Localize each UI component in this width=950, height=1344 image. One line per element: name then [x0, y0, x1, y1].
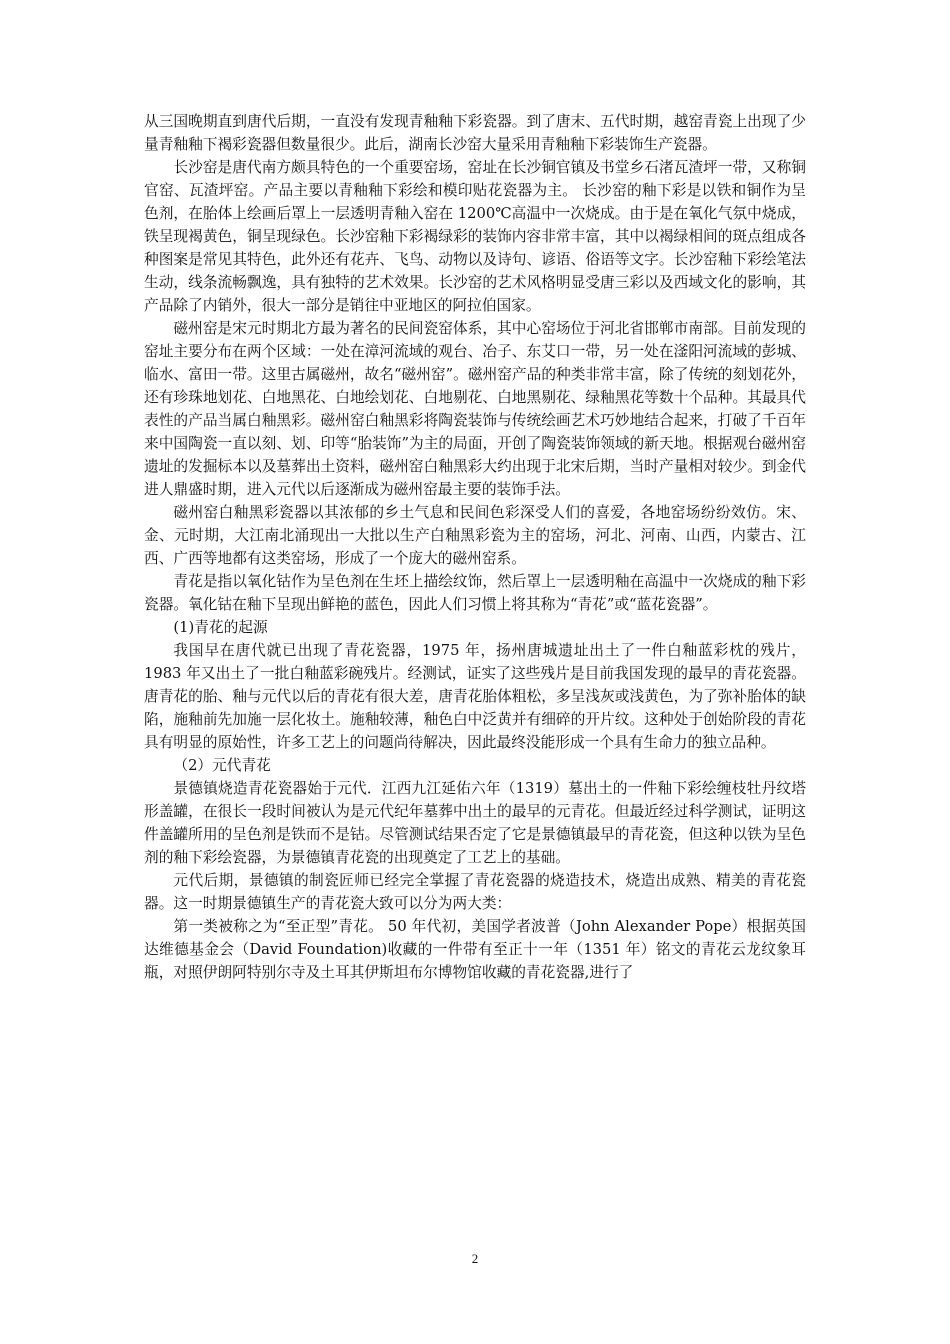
paragraph-tang-qinghua: 我国早在唐代就已出现了青花瓷器，1975 年，扬州唐城遗址出土了一件白釉蓝彩枕的残片，1983 年又出土了一批白釉蓝彩碗残片。经测试，证实了这些残片是目前我国发现的最早的青花瓷器。唐青花的胎、釉与元代以后的青花有很大差，唐青花胎体粗松，多呈浅灰或浅黄色，为了弥补胎体的缺陷，施釉前先加施一层化妆土。施釉较薄，釉色白中泛黄并有细碎的开片纹。这种处于创始阶段的青花具有明显的原始性，许多工艺上的问题尚待解决，因此最终没能形成一个具有生命力的独立品种。 [144, 642, 806, 751]
page-number: 2 [471, 1251, 479, 1266]
section-heading-yuan: （2）元代青花 [173, 757, 271, 774]
paragraph-qinghua-definition: 青花是指以氧化钴作为呈色剂在生坯上描绘纹饰，然后罩上一层透明釉在高温中一次烧成的釉下彩瓷器。氧化钴在釉下呈现出鲜艳的蓝色，因此人们习惯上将其称为“青花”或“蓝花瓷器”。 [144, 573, 806, 613]
paragraph-changsha-kiln: 长沙窑是唐代南方颇具特色的一个重要窑场，窑址在长沙铜官镇及书堂乡石渚瓦渣坪一带，又称铜官窑、瓦渣坪窑。产品主要以青釉釉下彩绘和模印贴花瓷器为主。 长沙窑的釉下彩是以铁和铜作为呈色剂，在胎体上绘画后罩上一层透明青釉入窑在 1200℃高温中一次烧成。由于是在氧化气氛中烧成，铁呈现褐黄色，铜呈现绿色。长沙窑釉下彩褐绿彩的装饰内容非常丰富，其中以褐绿相间的斑点组成各种图案是常见其特色，此外还有花卉、飞鸟、动物以及诗句、谚语、俗语等文字。长沙窑釉下彩绘笔法生动，线条流畅飘逸，具有独特的艺术效果。长沙窑的艺术风格明显受唐三彩以及西域文化的影响，其产品除了内销外，很大一部分是销往中亚地区的阿拉伯国家。 [144, 159, 806, 314]
paragraph-yuan-late: 元代后期，景德镇的制瓷匠师已经完全掌握了青花瓷器的烧造技术，烧造出成熟、精美的青花瓷器。这一时期景德镇生产的青花瓷大致可以分为两大类： [144, 872, 806, 912]
paragraph-cizhou-kiln: 磁州窑是宋元时期北方最为著名的民间瓷窑体系，其中心窑场位于河北省邯郸市南部。目前发现的窑址主要分布在两个区域：一处在漳河流域的观台、冶子、东艾口一带，另一处在滏阳河流域的彭城、临水、富田一带。这里古属磁州，故名“磁州窑”。磁州窑产品的种类非常丰富，除了传统的刻划花外，还有珍珠地划花、白地黑花、白地绘划花、白地剔花、白地黑剔花、绿釉黑花等数十个品种。其最具代表性的产品当属白釉黑彩。磁州窑白釉黑彩将陶瓷装饰与传统绘画艺术巧妙地结合起来，打破了千百年来中国陶瓷一直以刻、划、印等“胎装饰”为主的局面，开创了陶瓷装饰领域的新天地。根据观台磁州窑遗址的发掘标本以及墓葬出土资料，磁州窑白釉黑彩大约出现于北宋后期，当时产量相对较少。到金代进人鼎盛时期，进入元代以后逐渐成为磁州窑最主要的装饰手法。 [144, 320, 806, 498]
paragraph-cizhou-influence: 磁州窑白釉黑彩瓷器以其浓郁的乡土气息和民间色彩深受人们的喜爱，各地窑场纷纷效仿。宋、金、元时期，大江南北涌现出一大批以生产白釉黑彩瓷为主的窑场，河北、河南、山西，内蒙古、江西、广西等地都有这类窑场，形成了一个庞大的磁州窑系。 [144, 504, 806, 567]
paragraph-jingdezhen-start: 景德镇烧造青花瓷器始于元代．江西九江延佑六年（1319）墓出土的一件釉下彩绘缠枝牡丹纹塔形盖罐，在很长一段时间被认为是元代纪年墓葬中出土的最早的元青花。但最近经过科学测试，证明这件盖罐所用的呈色剂是铁而不是钴。尽管测试结果否定了它是景德镇最早的青花瓷，但这种以铁为呈色剂的釉下彩绘瓷器，为景德镇青花瓷的出现奠定了工艺上的基础。 [144, 780, 806, 866]
paragraph-zhizheng-type: 第一类被称之为“至正型”青花。 50 年代初，美国学者波普（John Alexander Pope）根据英国达维德基金会（David Foundation)收藏的一件带有至正十一年（1351 年）铭文的青花云龙纹象耳瓶，对照伊朗阿特别尔寺及土耳其伊斯坦布尔博物馆收藏的青花瓷器,进行了 [144, 918, 806, 981]
body-text [144, 110, 806, 984]
paragraph-intro: 从三国晚期直到唐代后期，一直没有发现青釉釉下彩瓷器。到了唐末、五代时期，越窑青瓷上出现了少量青釉釉下褐彩瓷器但数量很少。此后，湖南长沙窑大量采用青釉釉下彩装饰生产瓷器。 [144, 113, 806, 153]
section-heading-origin: (1)青花的起源 [173, 619, 268, 636]
